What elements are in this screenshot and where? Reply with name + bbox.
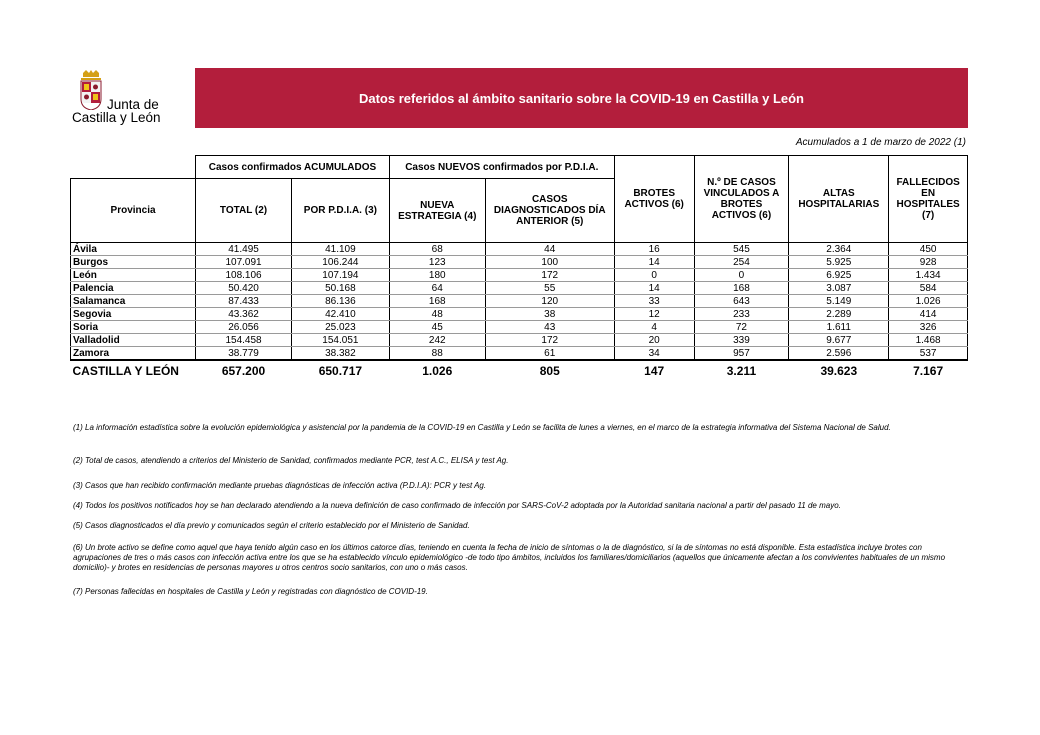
cell-brotes: 20 xyxy=(614,334,694,347)
cell-total: 154.458 xyxy=(196,334,292,347)
cell-dia-anterior: 100 xyxy=(485,256,614,269)
cell-provincia: Valladolid xyxy=(71,334,196,347)
cell-fallecidos: 584 xyxy=(889,282,968,295)
cell-vinculados: 168 xyxy=(694,282,789,295)
cell-pdia: 42.410 xyxy=(291,308,389,321)
cell-fallecidos: 1.434 xyxy=(889,269,968,282)
footnote-2: (2) Total de casos, atendiendo a criterios del Ministerio de Sanidad, confirmados mediante PCR, test A.C., ELISA y test Ag. xyxy=(73,456,509,465)
cell-pdia: 107.194 xyxy=(291,269,389,282)
cell-altas: 2.596 xyxy=(789,347,889,361)
total-altas: 39.623 xyxy=(820,363,858,378)
cell-fallecidos: 414 xyxy=(889,308,968,321)
total-total: 657.200 xyxy=(221,363,266,378)
footnote-7: (7) Personas fallecidas en hospitales de Castilla y León y registradas con diagnóstico de COVID-19. xyxy=(73,587,428,596)
cell-altas: 5.149 xyxy=(789,295,889,308)
cell-pdia: 25.023 xyxy=(291,321,389,334)
cell-nueva: 88 xyxy=(389,347,485,361)
banner-title: Datos referidos al ámbito sanitario sobre la COVID-19 en Castilla y León xyxy=(358,90,804,106)
cell-altas: 9.677 xyxy=(789,334,889,347)
covid-data-table xyxy=(70,155,968,381)
cell-vinculados: 957 xyxy=(694,347,789,361)
cell-provincia: Ávila xyxy=(71,243,196,256)
total-brotes: 147 xyxy=(644,363,665,378)
cell-dia-anterior: 120 xyxy=(485,295,614,308)
cell-total: 107.091 xyxy=(196,256,292,269)
cell-brotes: 34 xyxy=(614,347,694,361)
cell-total: 87.433 xyxy=(196,295,292,308)
cell-nueva: 180 xyxy=(389,269,485,282)
total-vinculados: 3.211 xyxy=(726,363,757,378)
header-fallecidos: FALLECIDOS EN HOSPITALES (7) xyxy=(889,156,968,243)
cell-vinculados: 339 xyxy=(694,334,789,347)
coat-of-arms-icon xyxy=(78,70,104,110)
header-vinculados: N.º DE CASOS VINCULADOS A BROTES ACTIVOS (6) xyxy=(694,156,789,243)
cell-total: 108.106 xyxy=(196,269,292,282)
cell-nueva: 123 xyxy=(389,256,485,269)
cell-brotes: 4 xyxy=(614,321,694,334)
cell-brotes: 12 xyxy=(614,308,694,321)
group-header-nuevos: Casos NUEVOS confirmados por P.D.I.A. xyxy=(389,156,614,179)
cell-altas: 3.087 xyxy=(789,282,889,295)
junta-logo xyxy=(70,70,170,130)
cell-nueva: 168 xyxy=(389,295,485,308)
cell-provincia: Burgos xyxy=(71,256,196,269)
cell-provincia: Soria xyxy=(71,321,196,334)
cell-provincia: Palencia xyxy=(71,282,196,295)
cell-provincia: Zamora xyxy=(71,347,196,361)
total-row xyxy=(71,360,968,381)
cell-pdia: 50.168 xyxy=(291,282,389,295)
cell-pdia: 38.382 xyxy=(291,347,389,361)
cell-nueva: 45 xyxy=(389,321,485,334)
cell-altas: 1.611 xyxy=(789,321,889,334)
cell-nueva: 242 xyxy=(389,334,485,347)
total-provincia: CASTILLA Y LEÓN xyxy=(72,363,179,378)
cell-dia-anterior: 43 xyxy=(485,321,614,334)
total-dia-anterior: 805 xyxy=(539,363,560,378)
logo-text-line2: Castilla y León xyxy=(72,110,161,125)
cell-total: 50.420 xyxy=(196,282,292,295)
cell-pdia: 86.136 xyxy=(291,295,389,308)
cell-total: 38.779 xyxy=(196,347,292,361)
cell-pdia: 41.109 xyxy=(291,243,389,256)
footnote-6: (6) Un brote activo se define como aquel que haya tenido algún caso en los últimos catorce días, teniendo en cuenta la fecha de inicio de síntomas o la de diagnóstico, si la de síntomas no está disponible. Esta estadística incluye brotes con agrupaciones de tres o más casos con infección activa entre los que se ha establecido vínculo epidemiológico -de todo tipo ámbitos, incluidos los familiares/domiciliarios (aquellos que únicamente afectan a los convivientes habituales de un mismo domicilio)- y brotes en residencias de personas mayores u otros centros socio sanitarios, con uno o más casos. xyxy=(73,543,946,572)
table-row xyxy=(71,321,968,334)
header-altas: ALTAS HOSPITALARIAS xyxy=(789,156,889,243)
cell-nueva: 68 xyxy=(389,243,485,256)
cell-provincia: León xyxy=(71,269,196,282)
table-row xyxy=(71,269,968,282)
footnote-4: (4) Todos los positivos notificados hoy se han declarado atendiendo a la nueva definición de caso confirmado de infección por SARS-CoV-2 adoptada por la Autoridad sanitaria nacional a partir del pasado 11 de mayo. xyxy=(73,501,841,510)
header-pdia: POR P.D.I.A. (3) xyxy=(291,179,389,243)
cell-vinculados: 0 xyxy=(694,269,789,282)
table-row xyxy=(71,308,968,321)
table-row xyxy=(71,243,968,256)
header-nueva-estrategia: NUEVA ESTRATEGIA (4) xyxy=(389,179,485,243)
header-casos-diagnosticados: CASOS DIAGNOSTICADOS DÍA ANTERIOR (5) xyxy=(485,179,614,243)
footnote-3: (3) Casos que han recibido confirmación mediante pruebas diagnósticas de infección activa (P.D.I.A): PCR y test Ag. xyxy=(73,481,487,490)
cell-dia-anterior: 55 xyxy=(485,282,614,295)
cell-total: 41.495 xyxy=(196,243,292,256)
cell-vinculados: 72 xyxy=(694,321,789,334)
accumulated-date-label: Acumulados a 1 de marzo de 2022 (1) xyxy=(795,137,966,148)
cell-dia-anterior: 44 xyxy=(485,243,614,256)
cell-vinculados: 254 xyxy=(694,256,789,269)
total-fallecidos: 7.167 xyxy=(913,363,944,378)
logo-text-line1: Junta de xyxy=(107,97,159,112)
cell-altas: 2.364 xyxy=(789,243,889,256)
cell-total: 43.362 xyxy=(196,308,292,321)
cell-altas: 6.925 xyxy=(789,269,889,282)
cell-brotes: 33 xyxy=(614,295,694,308)
cell-fallecidos: 928 xyxy=(889,256,968,269)
cell-brotes: 0 xyxy=(614,269,694,282)
cell-provincia: Segovia xyxy=(71,308,196,321)
cell-pdia: 106.244 xyxy=(291,256,389,269)
cell-pdia: 154.051 xyxy=(291,334,389,347)
cell-nueva: 64 xyxy=(389,282,485,295)
cell-dia-anterior: 172 xyxy=(485,269,614,282)
cell-dia-anterior: 61 xyxy=(485,347,614,361)
cell-fallecidos: 1.468 xyxy=(889,334,968,347)
cell-vinculados: 643 xyxy=(694,295,789,308)
cell-vinculados: 545 xyxy=(694,243,789,256)
cell-fallecidos: 537 xyxy=(889,347,968,361)
cell-provincia: Salamanca xyxy=(71,295,196,308)
total-nueva: 1.026 xyxy=(422,363,453,378)
table-row xyxy=(71,282,968,295)
cell-nueva: 48 xyxy=(389,308,485,321)
table-row xyxy=(71,334,968,347)
table-row xyxy=(71,256,968,269)
cell-altas: 2.289 xyxy=(789,308,889,321)
cell-brotes: 16 xyxy=(614,243,694,256)
footnote-5: (5) Casos diagnosticados el día previo y comunicados según el criterio establecido por el Ministerio de Sanidad. xyxy=(73,521,470,530)
cell-fallecidos: 450 xyxy=(889,243,968,256)
footnote-1: (1) La información estadística sobre la evolución epidemiológica y asistencial por la pandemia de la COVID-19 en Castilla y León se facilita de lunes a viernes, en el marco de la estrategia informativa del Sistema Nacional de Salud. xyxy=(73,423,891,432)
total-pdia: 650.717 xyxy=(318,363,363,378)
cell-fallecidos: 326 xyxy=(889,321,968,334)
title-banner xyxy=(195,68,968,128)
cell-dia-anterior: 172 xyxy=(485,334,614,347)
cell-vinculados: 233 xyxy=(694,308,789,321)
cell-fallecidos: 1.026 xyxy=(889,295,968,308)
cell-brotes: 14 xyxy=(614,282,694,295)
table-row xyxy=(71,295,968,308)
header-provincia: Provincia xyxy=(71,179,196,243)
group-header-acumulados: Casos confirmados ACUMULADOS xyxy=(196,156,390,179)
header-brotes: BROTES ACTIVOS (6) xyxy=(614,156,694,243)
table-row xyxy=(71,347,968,361)
group-header-row xyxy=(71,156,968,179)
cell-altas: 5.925 xyxy=(789,256,889,269)
cell-brotes: 14 xyxy=(614,256,694,269)
cell-total: 26.056 xyxy=(196,321,292,334)
cell-dia-anterior: 38 xyxy=(485,308,614,321)
header-total: TOTAL (2) xyxy=(196,179,292,243)
